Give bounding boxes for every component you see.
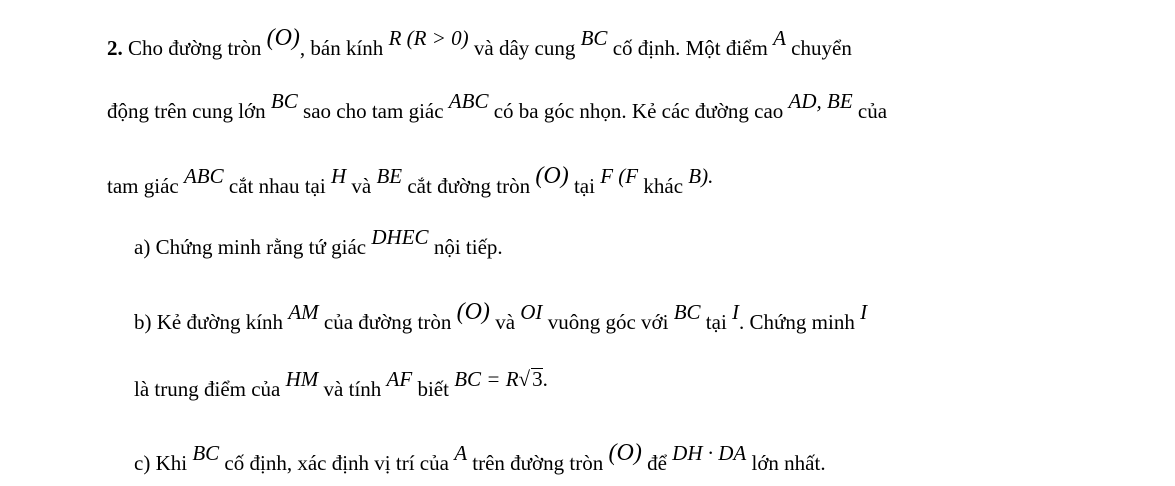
math-period: . bbox=[542, 367, 548, 391]
text: a) Chứng minh rằng tứ giác bbox=[134, 235, 367, 259]
line-2 bbox=[107, 89, 888, 123]
line-3 bbox=[107, 163, 714, 198]
math-oi: OI bbox=[520, 300, 543, 324]
text: lớn nhất. bbox=[751, 451, 826, 475]
text: nội tiếp. bbox=[433, 235, 503, 259]
math-a: A bbox=[454, 441, 468, 465]
text: sao cho tam giác bbox=[303, 99, 444, 123]
math-i: I bbox=[732, 300, 740, 324]
math-be: BE bbox=[376, 164, 403, 188]
text: b) Kẻ đường kính bbox=[134, 310, 284, 334]
math-circle-o: (O) bbox=[535, 163, 569, 189]
problem-number: 2. bbox=[107, 36, 123, 60]
text: c) Khi bbox=[134, 451, 188, 475]
math-circle-o: (O) bbox=[608, 440, 642, 466]
math-circle-o: (O) bbox=[266, 25, 300, 51]
math-h: H bbox=[330, 164, 347, 188]
math-bc-equals-r-sqrt3: BC = R√3. bbox=[454, 367, 548, 391]
math-bc: BC bbox=[270, 89, 298, 113]
text: cố định. Một điểm bbox=[612, 36, 768, 60]
math-abc: ABC bbox=[183, 164, 224, 188]
text: và bbox=[351, 174, 372, 198]
part-a bbox=[134, 225, 503, 259]
part-b-line-1 bbox=[134, 299, 868, 334]
text: tại bbox=[705, 310, 727, 334]
part-b-line-2 bbox=[134, 367, 548, 401]
text: tại bbox=[573, 174, 595, 198]
sqrt-radicand: 3 bbox=[532, 367, 543, 391]
math-f-paren: (F bbox=[618, 164, 639, 188]
math-am: AM bbox=[288, 300, 319, 324]
text: là trung điểm của bbox=[134, 377, 281, 401]
text: và bbox=[495, 310, 516, 334]
text: để bbox=[647, 451, 667, 475]
math-hm: HM bbox=[285, 367, 319, 391]
math-bc: BC bbox=[673, 300, 701, 324]
math-dh-da: DH · DA bbox=[672, 441, 747, 465]
math-text: BC = R bbox=[454, 367, 519, 391]
text: chuyển bbox=[791, 36, 852, 60]
math-bc: BC bbox=[192, 441, 220, 465]
text: biết bbox=[417, 377, 449, 401]
text: . Chứng minh bbox=[739, 310, 855, 334]
text: cắt đường tròn bbox=[407, 174, 531, 198]
math-circle-o: (O) bbox=[456, 299, 490, 325]
math-radius: R (R > 0) bbox=[388, 26, 469, 50]
text: khác bbox=[643, 174, 684, 198]
text: có ba góc nhọn. Kẻ các đường cao bbox=[493, 99, 784, 123]
text: trên đường tròn bbox=[472, 451, 604, 475]
math-i: I bbox=[860, 300, 868, 324]
text: của bbox=[857, 99, 888, 123]
math-af: AF bbox=[386, 367, 413, 391]
text: Cho đường tròn bbox=[122, 36, 262, 60]
text: vuông góc với bbox=[547, 310, 669, 334]
text: cố định, xác định vị trí của bbox=[224, 451, 449, 475]
text: và tính bbox=[323, 377, 382, 401]
math-b: B). bbox=[688, 164, 714, 188]
math-bc: BC bbox=[580, 26, 608, 50]
text: , bán kính bbox=[299, 36, 384, 60]
text: động trên cung lớn bbox=[107, 99, 266, 123]
math-a: A bbox=[773, 26, 786, 50]
math-dhec: DHEC bbox=[371, 225, 429, 249]
line-1 bbox=[107, 25, 852, 60]
text: tam giác bbox=[107, 174, 179, 198]
math-f: F bbox=[600, 164, 614, 188]
text: cắt nhau tại bbox=[228, 174, 326, 198]
text: của đường tròn bbox=[323, 310, 452, 334]
text: và dây cung bbox=[473, 36, 576, 60]
part-c bbox=[134, 440, 826, 475]
math-ad-be: AD, BE bbox=[788, 89, 853, 113]
math-abc: ABC bbox=[448, 89, 489, 113]
